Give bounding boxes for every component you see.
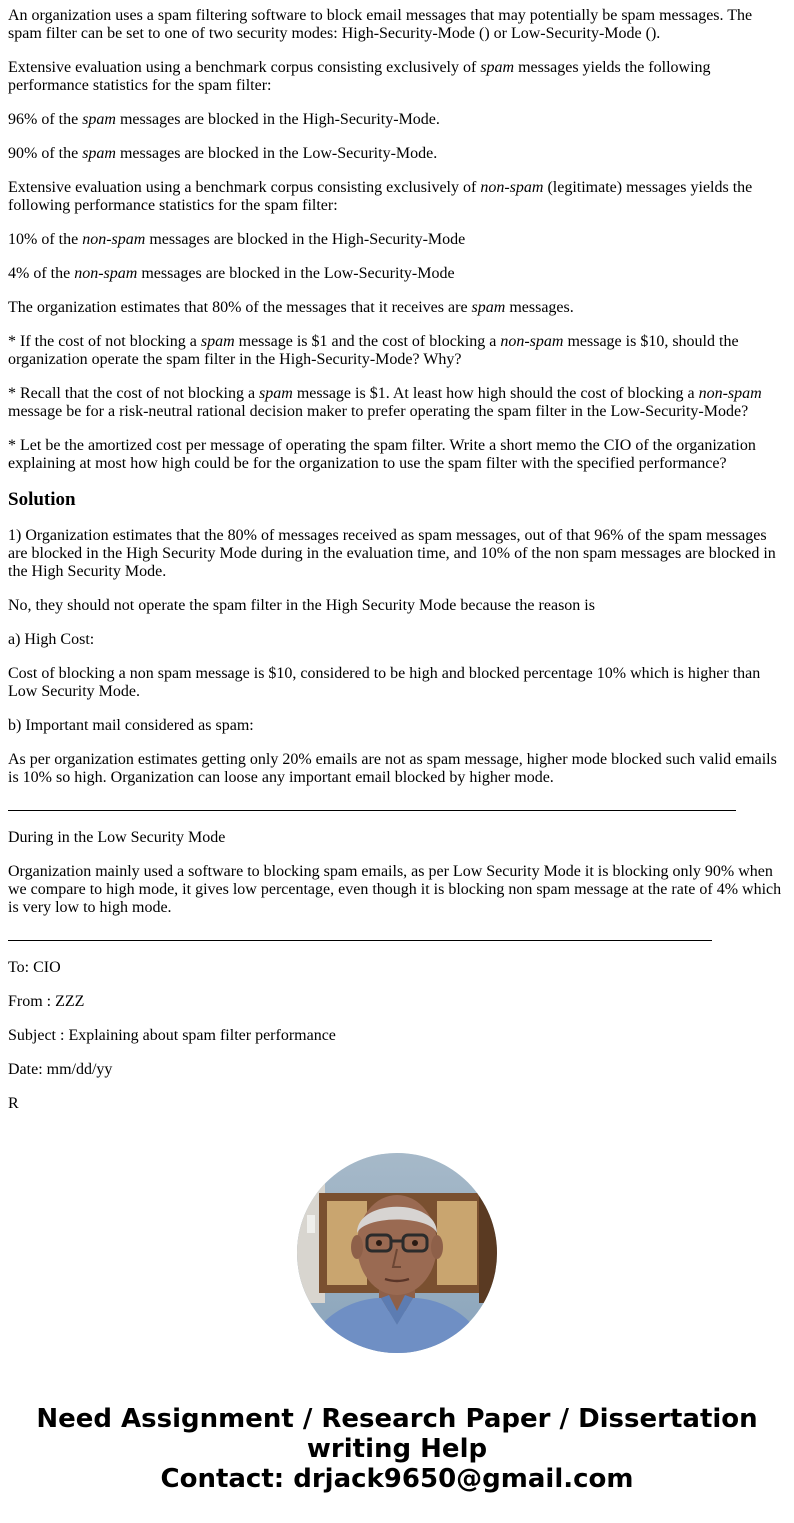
memo-to: To: CIO: [8, 959, 61, 976]
nonspam-eval-emphasis: non-spam: [480, 179, 544, 196]
q2-text-b: message is $1. At least how high should the cost of blocking a: [292, 385, 699, 402]
q3-text: * Let be the amortized cost per message of operating the spam filter. Write a short memo the CIO of the organization explaining at most how high could be for the organization to use the spam filter with the specified performance?: [8, 437, 756, 472]
document-content: [8, 7, 788, 1120]
q1-emphasis-1: spam: [200, 333, 235, 350]
q1-text-b: message is $1 and the cost of blocking a: [234, 333, 501, 350]
question-3: [8, 437, 788, 473]
solution-paragraph-5: b) Important mail considered as spam:: [8, 717, 254, 734]
memo-truncated-line: R: [8, 1095, 19, 1112]
question-1: [8, 333, 788, 369]
q1-emphasis-2: non-spam: [500, 333, 564, 350]
estimate-text-1: The organization estimates that 80% of the messages that it receives are: [8, 299, 472, 316]
spam-eval-text-2: messages yields the following performance statistics for the spam filter:: [8, 59, 711, 94]
nonspam-eval-text-1: Extensive evaluation using a benchmark corpus consisting exclusively of: [8, 179, 481, 196]
solution-paragraph-8: Organization mainly used a software to blocking spam emails, as per Low Security Mode it is blocking only 90% when we compare to high mode, it gives low percentage, even though it is blocking non spam message at the rate of 4% which is very low to high mode.: [8, 863, 782, 916]
estimate-emphasis: spam: [471, 299, 506, 316]
stat-high-paragraph: [8, 111, 788, 129]
advertisement-banner: [0, 1404, 794, 1494]
nonspam-eval-text-2: (legitimate) messages yields the following performance statistics for the spam filter:: [8, 179, 753, 214]
solution-paragraph-4: Cost of blocking a non spam message is $10, considered to be high and blocked percentage 10% which is higher than Low Security Mode.: [8, 665, 761, 700]
author-portrait-image: [297, 1153, 497, 1353]
intro-paragraph: [8, 7, 788, 43]
ns-high-emphasis: non-spam: [82, 231, 146, 248]
solution-paragraph-2: No, they should not operate the spam filter in the High Security Mode because the reason is: [8, 597, 595, 614]
q1-text-c: message is $10, should the organization operate the spam filter in the High-Security-Mode? Why?: [8, 333, 739, 368]
intro-text: An organization uses a spam filtering software to block email messages that may potentially be spam messages. The spam filter can be set to one of two security modes: High-Security-Mode () or Low-Security-Mode ().: [8, 7, 753, 42]
ns-low-emphasis: non-spam: [74, 265, 138, 282]
ns-low-paragraph: [8, 265, 788, 283]
stat-high-emphasis: spam: [82, 111, 116, 128]
horizontal-divider: [8, 940, 712, 941]
memo-subject: Subject : Explaining about spam filter performance: [8, 1027, 336, 1044]
ns-low-text-1: 4% of the: [8, 265, 75, 282]
ad-contact-line: Contact: drjack9650@gmail.com: [160, 1464, 634, 1494]
solution-paragraph-6: As per organization estimates getting only 20% emails are not as spam message, higher mode blocked such valid emails is 10% so high. Organization can loose any important email blocked by higher mode.: [8, 751, 777, 786]
stat-low-text-1: 90% of the: [8, 145, 83, 162]
q2-text-c: message be for a risk-neutral rational decision maker to prefer operating the spam filter in the Low-Security-Mode?: [8, 403, 749, 420]
ad-line-1: Need Assignment / Research Paper / Dissertation: [36, 1404, 758, 1434]
spam-eval-paragraph: [8, 59, 788, 95]
ns-low-text-2: messages are blocked in the Low-Security-Mode: [137, 265, 455, 282]
spam-eval-emphasis: spam: [480, 59, 515, 76]
question-2: [8, 385, 788, 421]
spam-eval-text-1: Extensive evaluation using a benchmark corpus consisting exclusively of: [8, 59, 481, 76]
stat-low-emphasis: spam: [82, 145, 116, 162]
stat-low-text-2: messages are blocked in the Low-Security-Mode.: [115, 145, 438, 162]
nonspam-eval-paragraph: [8, 179, 788, 215]
q2-emphasis-2: non-spam: [698, 385, 762, 402]
estimate-paragraph: [8, 299, 788, 317]
q2-text-a: * Recall that the cost of not blocking a: [8, 385, 260, 402]
solution-paragraph-3: a) High Cost:: [8, 631, 95, 648]
memo-date: Date: mm/dd/yy: [8, 1061, 113, 1078]
author-avatar: [297, 1153, 497, 1353]
memo-from: From : ZZZ: [8, 993, 85, 1010]
ns-high-text-2: messages are blocked in the High-Security-Mode: [145, 231, 466, 248]
solution-paragraph-7: During in the Low Security Mode: [8, 829, 226, 846]
q2-emphasis-1: spam: [259, 385, 293, 402]
ns-high-text-1: 10% of the: [8, 231, 83, 248]
estimate-text-2: messages.: [505, 299, 574, 316]
stat-high-text-1: 96% of the: [8, 111, 83, 128]
solution-paragraph-1: 1) Organization estimates that the 80% of messages received as spam messages, out of that 96% of the spam messages are blocked in the High Security Mode during in the evaluation time, and 10% of the non spam messages are blocked in the High Security Mode.: [8, 527, 776, 580]
stat-low-paragraph: [8, 145, 788, 163]
ns-high-paragraph: [8, 231, 788, 249]
solution-heading: Solution: [8, 489, 76, 510]
stat-high-text-2: messages are blocked in the High-Security-Mode.: [115, 111, 440, 128]
q1-text-a: * If the cost of not blocking a: [8, 333, 201, 350]
horizontal-divider: [8, 810, 736, 811]
ad-line-2: writing Help: [306, 1434, 488, 1464]
